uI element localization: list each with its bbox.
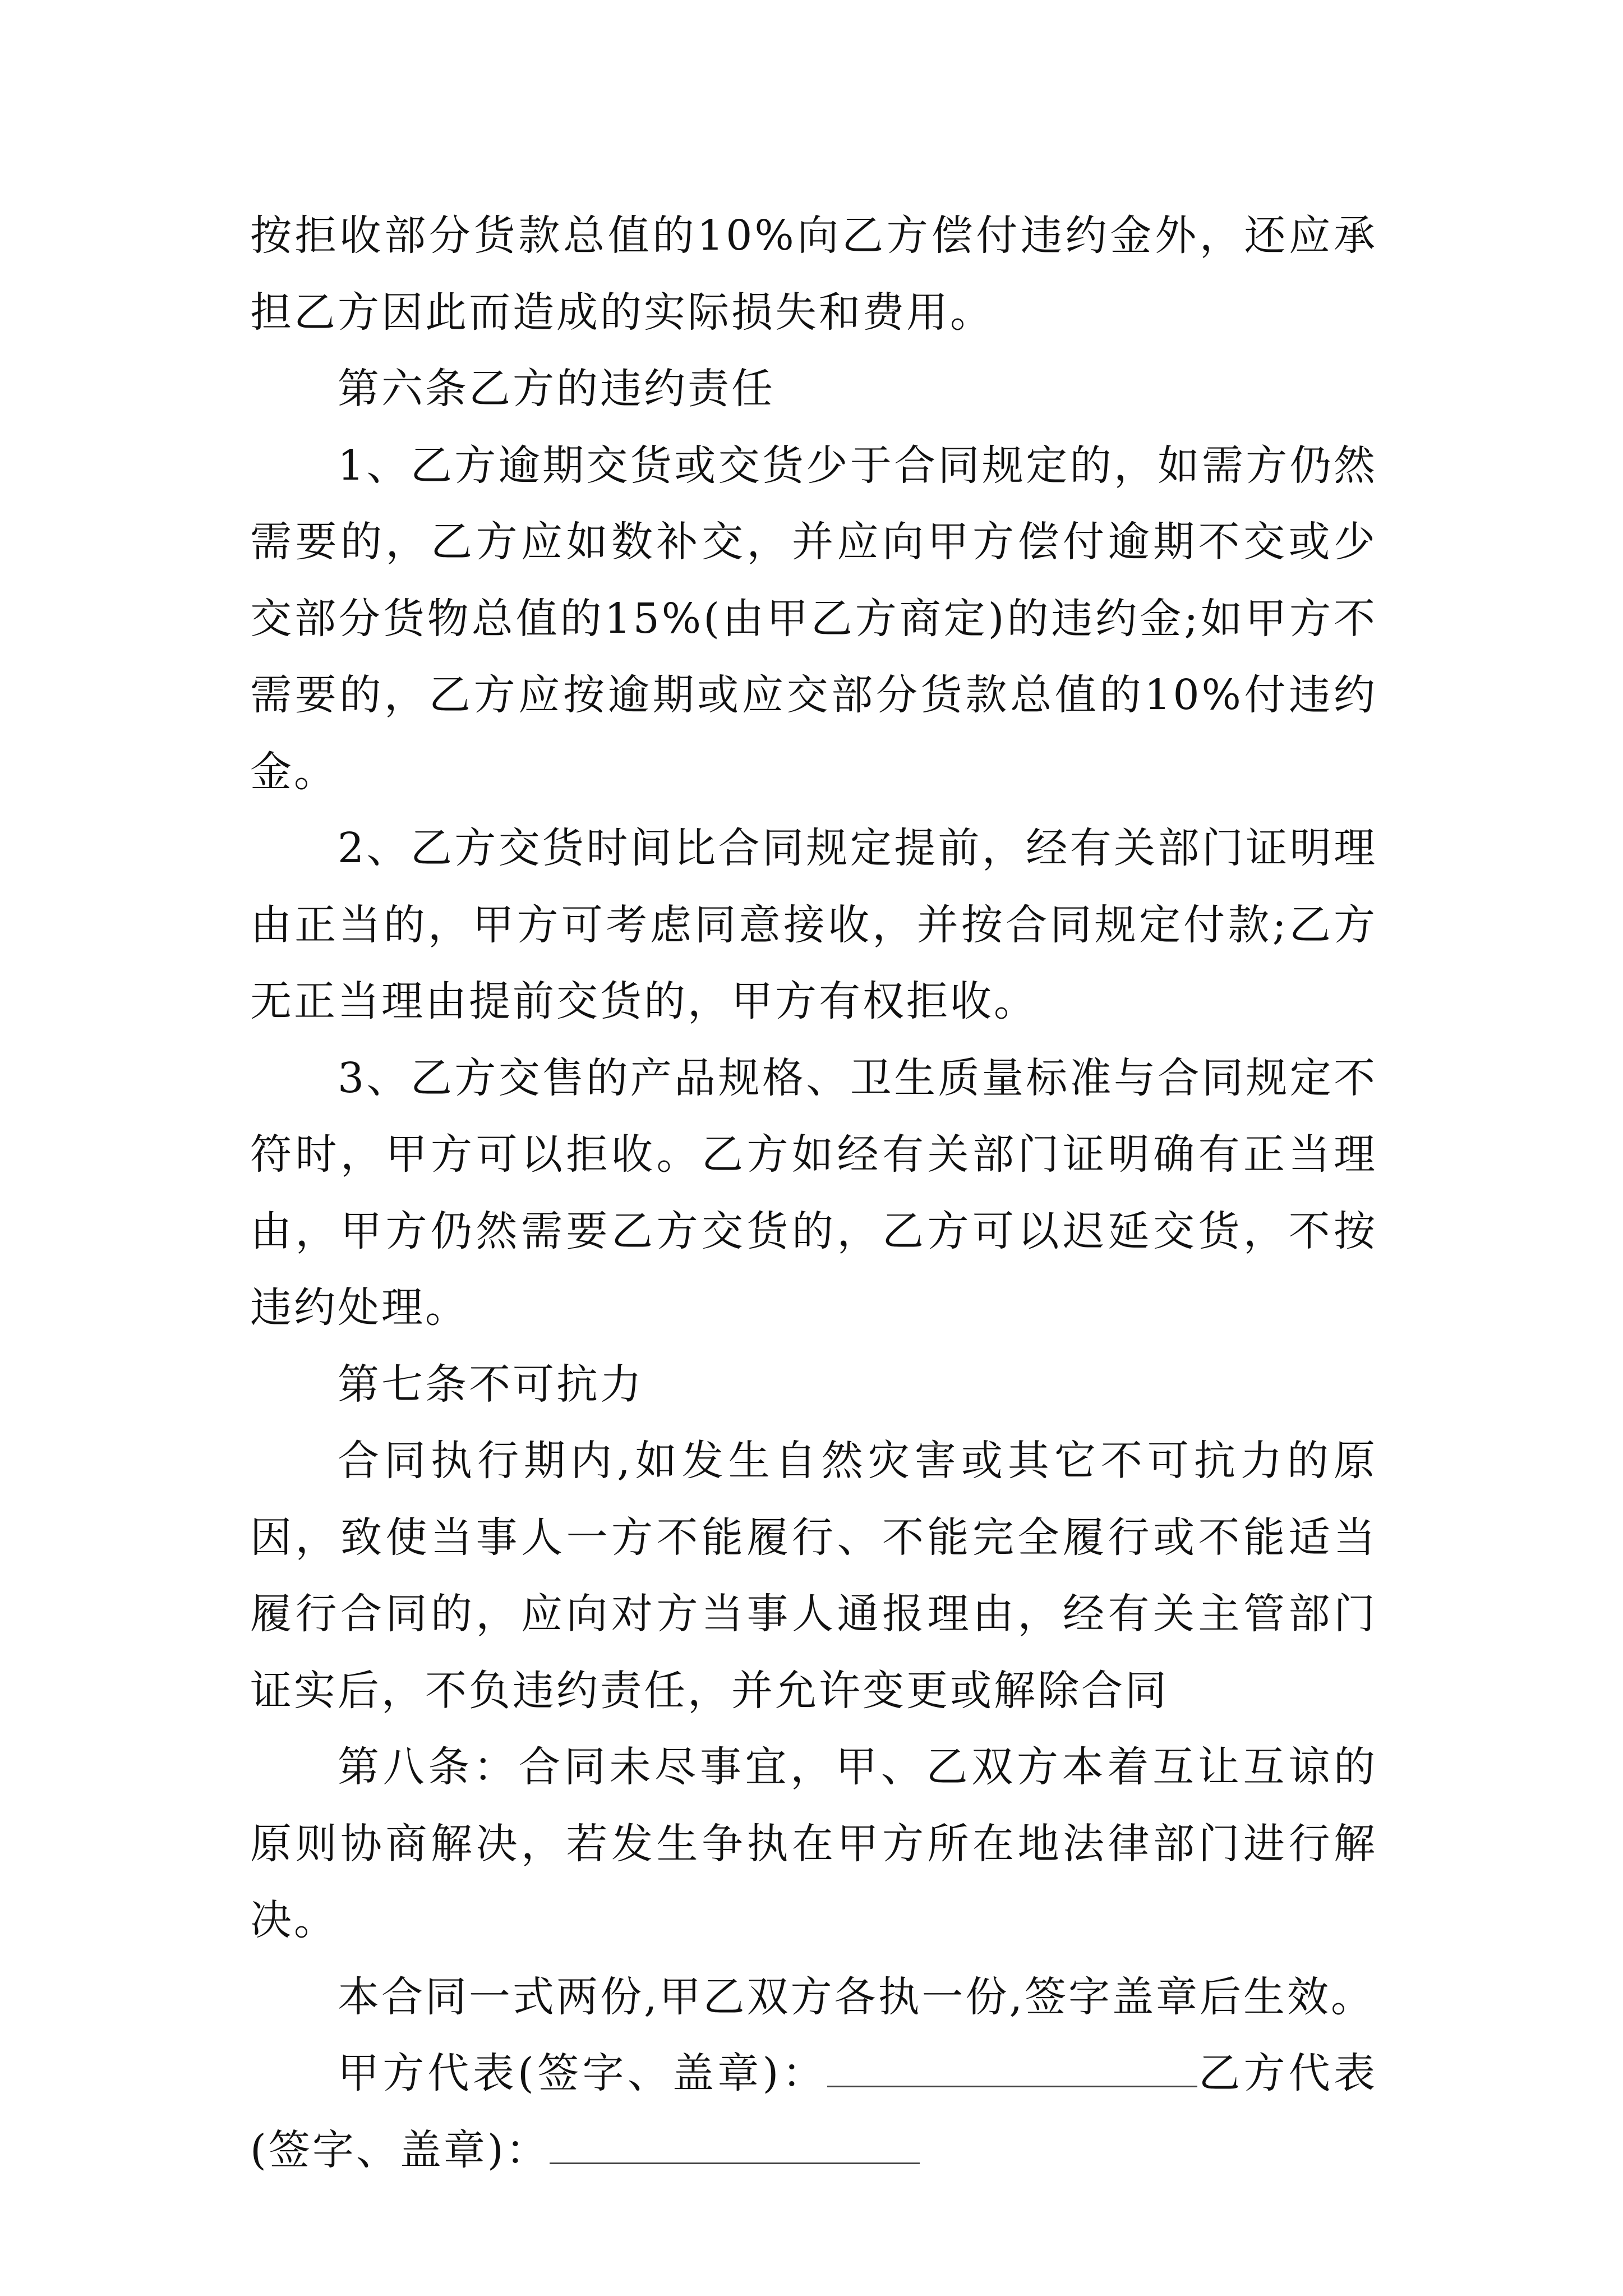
article-8-body: 第八条：合同未尽事宜，甲、乙双方本着互让互谅的原则协商解决，若发生争执在甲方所在地法律部门进行解决。	[250, 1743, 1377, 1944]
article-6-clause-2: 2、乙方交货时间比合同规定提前，经有关部门证明理由正当的，甲方可考虑同意接收，并按合同规定付款;乙方无正当理由提前交货的，甲方有权拒收。	[250, 824, 1377, 1025]
article-6-heading: 第六条乙方的违约责任	[338, 365, 775, 413]
paragraph-continuation: 按拒收部分货款总值的10%向乙方偿付违约金外，还应承担乙方因此而造成的实际损失和费用。	[250, 211, 1377, 337]
article-7-heading: 第七条不可抗力	[338, 1360, 644, 1409]
party-b-signature-line[interactable]	[550, 2162, 920, 2164]
article-6-clause-1: 1、乙方逾期交货或交货少于合同规定的，如需方仍然需要的，乙方应如数补交，并应向甲方偿付逾期不交或少交部分货物总值的15%(由甲乙方商定)的违约金;如甲方不需要的，乙方应按逾期或应交部分货款总值的10%付违约金。	[250, 441, 1377, 796]
signature-block	[250, 2035, 1377, 2188]
party-a-signature-label: 甲方代表(签字、盖章)：	[338, 2049, 827, 2097]
document-body	[250, 197, 1377, 2188]
party-b-signature-label: 乙方代表(签字、盖章)：	[250, 2049, 1377, 2174]
party-a-signature-line[interactable]	[827, 2086, 1197, 2087]
article-7-body: 合同执行期内,如发生自然灾害或其它不可抗力的原因，致使当事人一方不能履行、不能完全履行或不能适当履行合同的，应向对方当事人通报理由，经有关主管部门证实后，不负违约责任，并允许变更或解除合同	[250, 1437, 1377, 1715]
article-6-clause-3: 3、乙方交售的产品规格、卫生质量标准与合同规定不符时，甲方可以拒收。乙方如经有关部门证明确有正当理由，甲方仍然需要乙方交货的，乙方可以迟延交货，不按违约处理。	[250, 1053, 1377, 1332]
copies-statement: 本合同一式两份,甲乙双方各执一份,签字盖章后生效。	[338, 1972, 1375, 2021]
